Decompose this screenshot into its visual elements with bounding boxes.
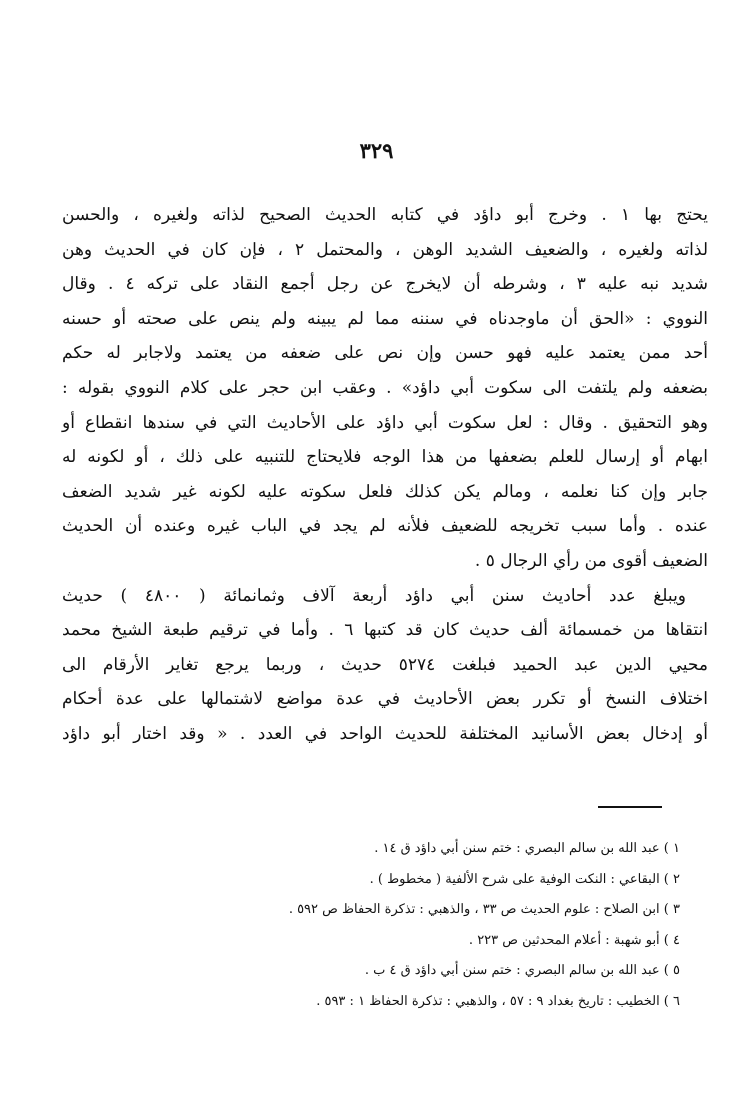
main-text — [62, 198, 708, 752]
footnote: ٢ ) البقاعي : النكت الوفية على شرح الألفية ( مخطوط ) . — [369, 871, 680, 887]
text-line: أحد ممن يعتمد عليه فهو حسن وإن نص على ضعفه من يعتمد ولاجابر له حكم — [62, 343, 708, 364]
footnotes — [100, 834, 680, 1018]
footnote-divider — [598, 806, 662, 808]
text-line: انتقاها من خمسمائة ألف حديث كان قد كتبها ٦ . وأما في ترقيم طبعة الشيخ محمد — [62, 620, 708, 641]
text-line: النووي : «الحق أن ماوجدناه في سننه مما لم يبينه ولم ينص على صحته أو حسنه — [62, 308, 708, 329]
text-line: بضعفه ولم يلتفت الى سكوت أبي داؤد» . وعقب ابن حجر على كلام النووي بقوله : — [62, 377, 708, 398]
footnote: ٥ ) عبد الله بن سالم البصري : ختم سنن أبي داؤد ق ٤ ب . — [364, 963, 680, 979]
text-line: ويبلغ عدد أحاديث سنن أبي داؤد أربعة آلاف وثمانمائة ( ٤٨٠٠ ) حديث — [62, 585, 687, 606]
footnote: ١ ) عبد الله بن سالم البصري : ختم سنن أبي داؤد ق ١٤ . — [374, 841, 680, 856]
text-line: الضعيف أقوى من رأي الرجال ٥ . — [474, 550, 708, 571]
footnote: ٦ ) الخطيب : تاريخ بغداد ٩ : ٥٧ ، والذهبي : تذكرة الحفاظ ١ : ٥٩٣ . — [316, 993, 680, 1009]
footnote: ٣ ) ابن الصلاح : علوم الحديث ص ٣٣ ، والذهبي : تذكرة الحفاظ ص ٥٩٢ . — [288, 902, 680, 918]
text-line: ابهام أو إرسال للعلم بضعفها من هذا الوجه فلايحتاج للتنبيه على ذلك ، أو لكونه له — [62, 447, 708, 468]
text-line: أو إدخال بعض الأسانيد المختلفة للحديث الواحد في العدد . « وقد اختار أبو داؤد — [62, 723, 708, 744]
text-line: وهو التحقيق . وقال : لعل سكوت أبي داؤد على الأحاديث التي في سندها انقطاع أو — [62, 412, 708, 433]
text-line: شديد نبه عليه ٣ ، وشرطه أن لايخرج عن رجل أجمع النقاد على تركه ٤ . وقال — [62, 274, 708, 295]
text-line: محيي الدين عبد الحميد فبلغت ٥٢٧٤ حديث ، وربما يرجع تغاير الأرقام الى — [62, 654, 708, 675]
text-line: اختلاف النسخ أو تكرر بعض الأحاديث في عدة مواضع لاشتمالها على عدة أحكام — [62, 689, 708, 710]
text-line: عنده . وأما سبب تخريجه للضعيف فلأنه لم يجد في الباب غيره وعنده أن الحديث — [62, 516, 708, 537]
footnote: ٤ ) أبو شهبة : أعلام المحدثين ص ٢٢٣ . — [468, 932, 680, 948]
page-number: ٣٢٩ — [359, 138, 394, 163]
text-line: لذاته ولغيره ، والضعيف الشديد الوهن ، والمحتمل ٢ ، فإن كان في الحديث وهن — [62, 239, 708, 260]
text-line: يحتج بها ١ . وخرج أبو داؤد في كتابه الحديث الصحيح لذاته ولغيره ، والحسن — [62, 205, 708, 225]
text-line: جابر وإن كنا نعلمه ، ومالم يكن كذلك فلعل سكوته عليه لكونه غير شديد الضعف — [62, 481, 708, 502]
